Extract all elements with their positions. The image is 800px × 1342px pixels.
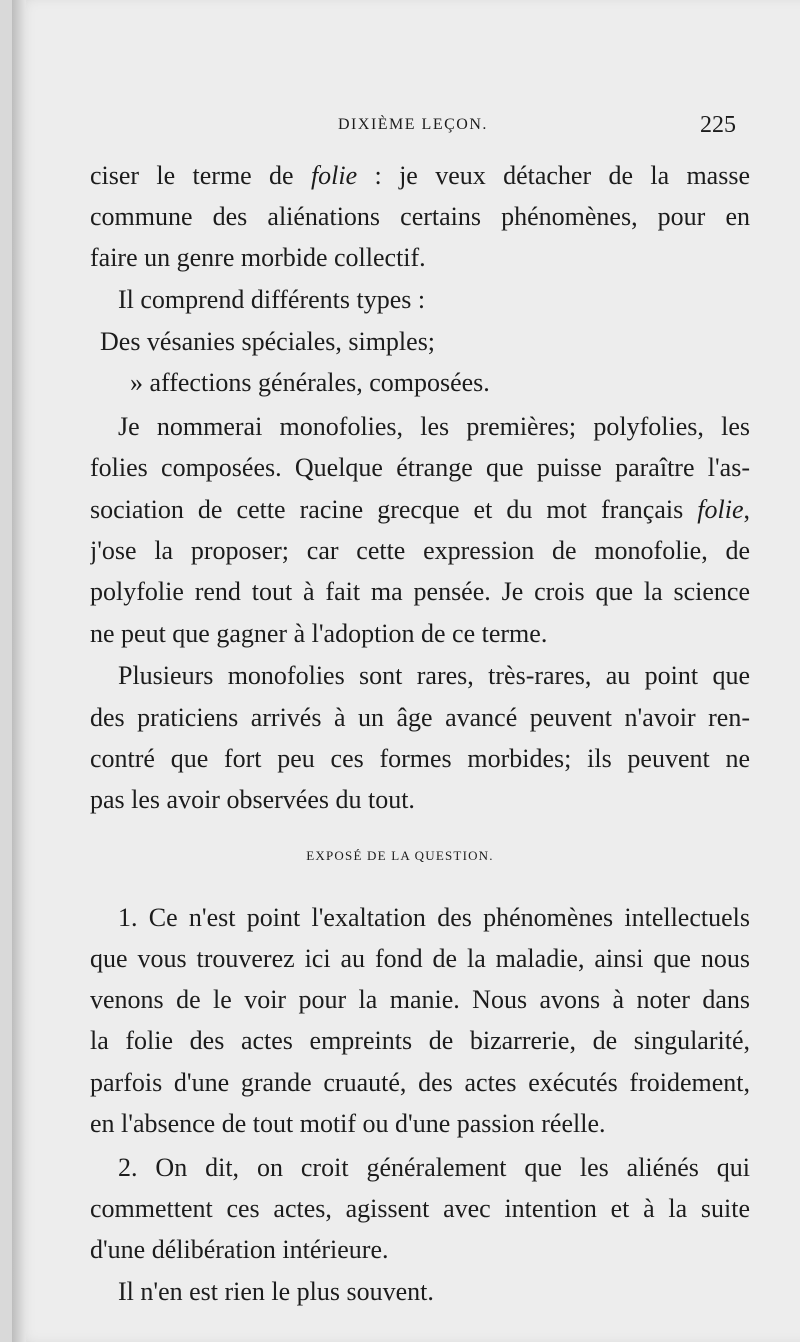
running-title: DIXIÈME LEÇON.: [338, 116, 488, 133]
section-heading: EXPOSÉ DE LA QUESTION.: [306, 848, 494, 863]
lines-line-10: j'ose la proposer; car cette expression de monofolie, de: [90, 536, 750, 565]
lines-line-11: polyfolie rend tout à fait ma pensée. Je crois que la science: [90, 577, 750, 606]
lines2-line-8: commettent ces actes, agissent avec intention et à la suite: [90, 1194, 750, 1223]
lines2-line-1: 1. Ce n'est point l'exaltation des phénomènes intellectuels: [118, 903, 750, 932]
lines2-line-4: la folie des actes empreints de bizarrerie, de singularité,: [90, 1026, 750, 1055]
lines-line-2: commune des aliénations certains phénomènes, pour en: [90, 202, 750, 231]
lines2-line-9: d'une délibération intérieure.: [90, 1235, 389, 1264]
lines2-line-7: 2. On dit, on croit généralement que les aliénés qui: [118, 1153, 750, 1182]
page-edge-shadow: [12, 0, 26, 1342]
lines-line-7: Je nommerai monofolies, les premières; polyfolies, les: [118, 412, 750, 441]
page-number: 225: [700, 112, 736, 138]
lines-line-14: des praticiens arrivés à un âge avancé peuvent n'avoir ren-: [90, 703, 750, 732]
lines2-line-6: en l'absence de tout motif ou d'une passion réelle.: [90, 1109, 606, 1138]
lines2-line-2: que vous trouverez ici au fond de la maladie, ainsi que nous: [90, 944, 750, 973]
lines2-line-3: venons de le voir pour la manie. Nous avons à noter dans: [90, 985, 750, 1014]
lines-line-13: Plusieurs monofolies sont rares, très-rares, au point que: [118, 661, 750, 690]
lines-line-5: Des vésanies spéciales, simples;: [100, 327, 436, 356]
lines-line-16: pas les avoir observées du tout.: [90, 785, 415, 814]
page-header: [0, 112, 800, 142]
lines-line-1: ciser le terme de folie : je veux détacher de la masse: [90, 161, 750, 190]
lines2-line-5: parfois d'une grande cruauté, des actes exécutés froidement,: [90, 1068, 750, 1097]
lines-line-12: ne peut que gagner à l'adoption de ce terme.: [90, 619, 548, 648]
lines2-line-10: Il n'en est rien le plus souvent.: [118, 1277, 434, 1306]
italic-term: folie: [697, 495, 744, 524]
italic-term: folie: [310, 161, 358, 190]
lines-line-4: Il comprend différents types :: [118, 285, 426, 314]
lines-line-9: sociation de cette racine grecque et du mot français folie,: [90, 495, 750, 524]
lines-line-15: contré que fort peu ces formes morbides; ils peuvent ne: [90, 744, 750, 773]
lines-line-6: » affections générales, composées.: [130, 368, 490, 397]
lines-line-8: folies composées. Quelque étrange que puisse paraître l'as-: [90, 453, 750, 482]
lines-line-3: faire un genre morbide collectif.: [90, 243, 426, 272]
